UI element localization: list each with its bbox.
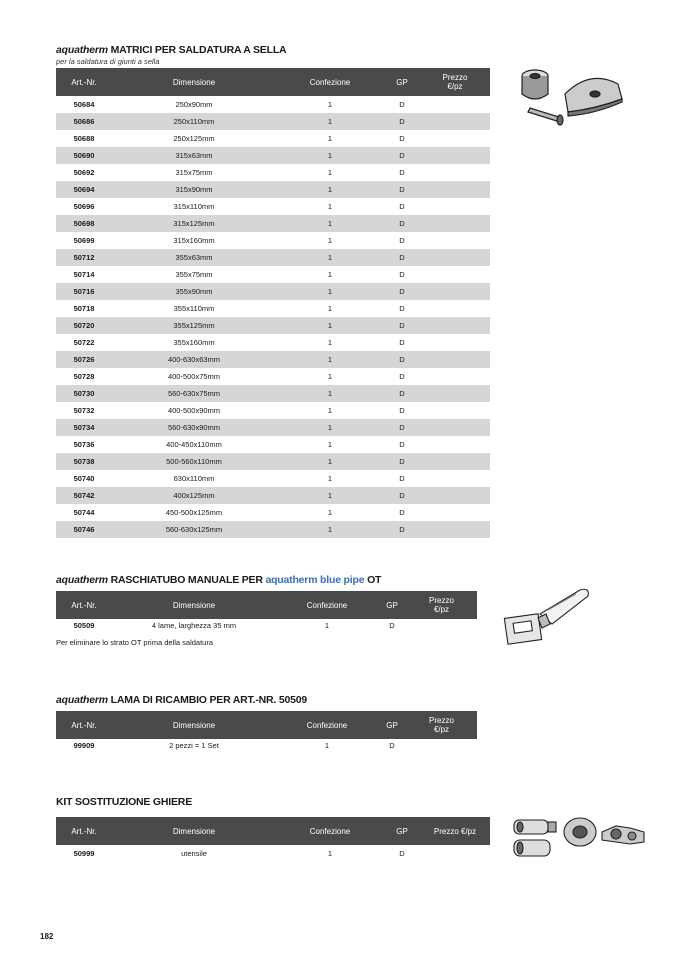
table-cell: 355x90mm [175,287,213,296]
table-cell [420,368,490,385]
table-cell: D [399,457,405,466]
table-row [56,266,490,283]
article-number: 99909 [73,741,95,750]
table-cell: 1 [327,219,333,228]
table-cell: D [399,355,405,364]
column-header: Dimensione [172,826,216,836]
table-cell: 560-630x90mm [167,423,221,432]
table-cell: 630x110mm [173,474,215,483]
table-cell [420,266,490,283]
table-cell [420,317,490,334]
table-row [56,351,490,368]
article-number: 50690 [73,151,95,160]
table-cell [420,130,490,147]
article-number: 50712 [73,253,95,262]
lama-table [56,711,477,752]
table-cell: D [399,440,405,449]
table-cell: 1 [327,270,333,279]
table-cell: 1 [327,372,333,381]
table-row [56,521,490,538]
article-number: 50696 [73,202,95,211]
table-cell: 500-560x110mm [166,457,222,466]
raschiatubo-table [56,591,477,632]
article-number: 50732 [73,406,95,415]
table-row [56,147,490,164]
table-cell: D [399,372,405,381]
table-cell: D [399,287,405,296]
article-number: 50694 [73,185,95,194]
table-header-row [56,591,477,619]
table-cell: 1 [327,236,333,245]
column-header: Confezione [309,77,351,87]
table-cell: 2 pezzi = 1 Set [169,741,219,750]
column-header: Art.-Nr. [71,720,97,730]
table-cell [420,521,490,538]
table-cell: D [399,270,405,279]
article-number: 50730 [73,389,95,398]
table-row [56,453,490,470]
column-header: Confezione [306,720,348,730]
article-number: 50698 [73,219,95,228]
column-header: Confezione [306,600,348,610]
table-cell [420,419,490,436]
section-title: aquatherm RASCHIATUBO MANUALE PER aquatherm blue pipe OT [56,574,382,586]
table-cell: 400-630x63mm [167,355,221,364]
column-header: GP [396,826,408,836]
table-cell: D [399,151,405,160]
table-cell: 355x160mm [173,338,215,347]
section-subtitle: per la saldatura di giunti a sella [56,57,160,66]
column-header: GP [386,720,398,730]
table-cell: 1 [327,100,333,109]
column-header: Prezzo €/pz [429,716,454,734]
section-title: KIT SOSTITUZIONE GHIERE [56,796,192,808]
table-row [56,96,490,113]
table-cell: 400x125mm [173,491,215,500]
article-number: 50726 [73,355,95,364]
table-cell: D [399,100,405,109]
table-cell: 1 [327,406,333,415]
table-cell: 1 [324,621,330,630]
table-cell [420,845,490,862]
table-cell: 250x125mm [173,134,215,143]
scraper-image [500,584,592,652]
article-number: 50716 [73,287,95,296]
section-title: aquatherm MATRICI PER SALDATURA A SELLA [56,44,287,56]
table-cell: 1 [327,355,333,364]
column-header: Art.-Nr. [71,826,97,836]
table-cell: D [399,185,405,194]
article-number: 50714 [73,270,95,279]
kit-table [56,817,490,862]
column-header: Prezzo €/pz [442,73,468,91]
saddle-die-image [510,64,630,130]
table-cell: 1 [327,185,333,194]
table-cell: 355x110mm [173,304,215,313]
table-cell: 315x160mm [173,236,215,245]
table-cell [420,181,490,198]
table-row [56,181,490,198]
table-cell: D [399,219,405,228]
article-number: 50744 [73,508,95,517]
table-cell: 1 [327,440,333,449]
table-cell: 1 [327,117,333,126]
table-cell [420,385,490,402]
table-cell: 315x90mm [175,185,213,194]
table-cell: 1 [327,168,333,177]
table-row [56,487,490,504]
table-cell [420,351,490,368]
column-header: Confezione [309,826,351,836]
table-cell [420,402,490,419]
table-row [56,130,490,147]
table-cell: 1 [327,304,333,313]
article-number: 50738 [73,457,95,466]
table-cell: 1 [327,423,333,432]
article-number: 50999 [73,849,95,858]
table-row [56,845,490,862]
column-header: Prezzo €/pz [433,826,477,836]
note-text: Per eliminare lo strato OT prima della saldatura [56,638,214,647]
table-cell: 355x63mm [175,253,213,262]
table-row [56,419,490,436]
article-number: 50736 [73,440,95,449]
section-title: aquatherm LAMA DI RICAMBIO PER ART.-NR. 50509 [56,694,308,706]
table-cell: 250x110mm [173,117,215,126]
table-row [56,436,490,453]
table-cell: 355x75mm [175,270,213,279]
table-cell [420,232,490,249]
article-number: 50722 [73,338,95,347]
table-row [56,402,490,419]
table-row [56,317,490,334]
table-row [56,470,490,487]
table-row [56,504,490,521]
table-cell [420,96,490,113]
table-cell: D [399,474,405,483]
table-cell: 450-500x125mm [165,508,223,517]
table-cell: D [389,621,395,630]
table-cell [420,198,490,215]
table-cell: D [399,134,405,143]
table-cell [420,470,490,487]
section-raschiatubo [56,574,477,647]
column-header: Art.-Nr. [71,600,97,610]
article-number: 50688 [73,134,95,143]
table-cell: D [399,338,405,347]
table-cell: 400-450x110mm [166,440,222,449]
table-row [56,232,490,249]
table-cell: 315x125mm [173,219,215,228]
table-cell: D [399,423,405,432]
table-header-row [56,68,490,96]
column-header: GP [396,77,408,87]
article-number: 50509 [73,621,95,630]
matrici-table [56,68,490,538]
table-cell: D [399,304,405,313]
table-cell [406,739,477,752]
table-cell: 1 [327,474,333,483]
table-cell [420,283,490,300]
section-lama [56,694,477,752]
table-cell: 355x125mm [173,321,215,330]
table-cell [406,619,477,632]
table-cell: D [399,491,405,500]
table-cell: 1 [327,491,333,500]
section-matrici [56,44,490,538]
table-cell: 250x90mm [175,100,213,109]
table-cell [420,113,490,130]
article-number: 50686 [73,117,95,126]
table-cell [420,436,490,453]
table-row [56,619,477,632]
table-cell: 1 [327,202,333,211]
table-cell: 1 [327,151,333,160]
table-cell: D [399,389,405,398]
table-cell: 560-630x75mm [167,389,221,398]
table-cell: D [399,849,405,858]
table-cell: 1 [327,287,333,296]
table-cell [420,215,490,232]
table-row [56,215,490,232]
table-cell: D [399,117,405,126]
column-header: Dimensione [172,77,216,87]
table-cell: 560-630x125mm [165,525,223,534]
table-cell: 315x110mm [173,202,215,211]
table-cell: 1 [327,389,333,398]
article-number: 50734 [73,423,95,432]
page-number: 182 [40,932,54,941]
kit-tools-image [512,812,652,868]
table-cell: 1 [327,321,333,330]
table-cell: 1 [327,338,333,347]
table-cell: 1 [327,508,333,517]
table-row [56,368,490,385]
table-cell: 4 lame, larghezza 35 mm [151,621,237,630]
table-cell: D [389,741,395,750]
table-cell: D [399,508,405,517]
section-kit [56,796,490,862]
table-header-row [56,711,477,739]
table-row [56,113,490,130]
table-row [56,249,490,266]
table-cell: D [399,253,405,262]
table-header-row [56,817,490,845]
article-number: 50742 [73,491,95,500]
column-header: Prezzo €/pz [429,596,454,614]
table-cell [420,300,490,317]
table-cell: D [399,406,405,415]
table-cell: D [399,236,405,245]
column-header: Art.-Nr. [71,77,97,87]
article-number: 50684 [73,100,95,109]
table-cell: D [399,202,405,211]
table-cell: utensile [181,849,207,858]
table-cell [420,164,490,181]
table-cell [420,334,490,351]
table-cell: 1 [327,525,333,534]
table-cell: D [399,321,405,330]
table-cell: 1 [327,457,333,466]
table-cell: D [399,525,405,534]
table-row [56,334,490,351]
table-row [56,385,490,402]
article-number: 50718 [73,304,95,313]
table-row [56,739,477,752]
column-header: GP [386,600,398,610]
table-row [56,283,490,300]
article-number: 50720 [73,321,95,330]
table-cell: 1 [327,134,333,143]
table-cell [420,453,490,470]
table-cell: 315x63mm [175,151,213,160]
table-cell: 400-500x75mm [167,372,221,381]
table-cell [420,147,490,164]
article-number: 50728 [73,372,95,381]
table-cell [420,487,490,504]
article-number: 50692 [73,168,95,177]
table-row [56,164,490,181]
table-row [56,300,490,317]
table-cell: 1 [324,741,330,750]
table-cell: D [399,168,405,177]
table-cell: 1 [327,849,333,858]
table-cell [420,249,490,266]
column-header: Dimensione [172,720,216,730]
table-cell [420,504,490,521]
table-cell: 315x75mm [175,168,213,177]
column-header: Dimensione [172,600,216,610]
table-cell: 1 [327,253,333,262]
article-number: 50740 [73,474,95,483]
table-row [56,198,490,215]
article-number: 50746 [73,525,95,534]
article-number: 50699 [73,236,95,245]
table-cell: 400-500x90mm [167,406,221,415]
